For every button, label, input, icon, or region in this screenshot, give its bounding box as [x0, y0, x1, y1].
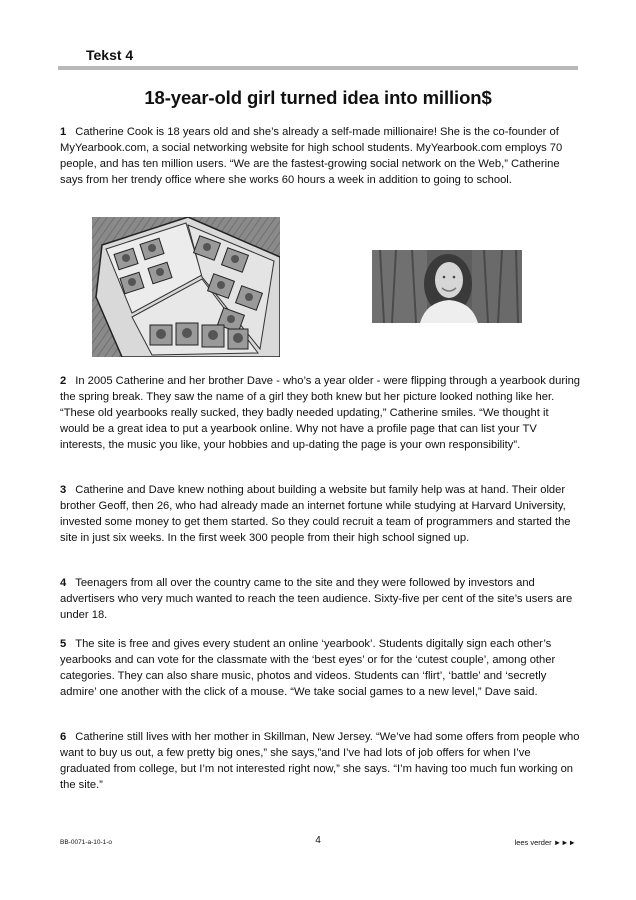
paragraph-text: Catherine and Dave knew nothing about building a website but family help was at hand. Their older brother Geoff, then 26, who had already made an internet fortune while studying at Harvard University, invested some money to get them started. So they could recruit a team of programmers and started the site in just six weeks. In the first week 300 people from their high school signed up. [60, 484, 571, 544]
section-label: Tekst 4 [86, 47, 134, 63]
paragraph-text: Catherine Cook is 18 years old and she’s already a self-made millionaire! She is the co-founder of MyYearbook.com, a social networking website for high school students. MyYearbook.com employs 70 people, and has ten million users. “We are the fastest-growing social network on the Web,” Catherine says from her trendy office where she works 60 hours a week in addition to going to school. [60, 126, 563, 186]
paragraph-text: Catherine still lives with her mother in Skillman, New Jersey. “We’ve had some offers from people who want to buy us out, a few pretty big ones,” she says,”and I’ve had lots of job offers for when I’ve graduated from college, but I’m not interested right now,” she says. “I’m having too much fun working on the site.” [60, 731, 580, 791]
paragraph-number: 6 [60, 731, 67, 743]
paragraph-2 [60, 373, 580, 453]
paragraph-1 [60, 124, 580, 188]
paragraph-text: The site is free and gives every student an online ‘yearbook’. Students digitally sign each other’s yearbooks and can vote for the classmate with the ‘best eyes’ or for the ‘cutest couple’, among other categories. They can also share music, photos and videos. Students can ‘flirt’, ‘battle’ and ‘secretly admire’ one another with the click of a mouse. “We take social games to a new level,” Dave said. [60, 638, 556, 698]
paragraph-text: Teenagers from all over the country came to the site and they were followed by investors and advertisers who very much wanted to reach the teen audience. Sixty-five per cent of the site’s users are under 18. [60, 577, 573, 621]
document-code: BB-0071-a-10-1-o [60, 839, 113, 846]
paragraph-3 [60, 482, 580, 546]
paragraph-text: In 2005 Catherine and her brother Dave - who’s a year older - were flipping through a yearbook during the spring break. They saw the name of a girl they both knew but her picture looked nothing like her. “These old yearbooks really sucked, they badly needed updating,” Catherine smiles. “We thought it would be a great idea to put a yearbook online. Why not have a profile page that can list your TV interests, the music you like, your hobbies and up-dating the page is your own responsibility”. [60, 375, 581, 451]
paragraph-number: 3 [60, 484, 67, 496]
paragraph-5 [60, 636, 580, 700]
paragraph-6 [60, 729, 580, 793]
portrait-photo [372, 250, 522, 323]
page-number: 4 [315, 835, 321, 846]
paragraph-4 [60, 575, 580, 623]
paragraph-number: 2 [60, 375, 67, 387]
paragraph-number: 1 [60, 126, 67, 138]
article-title: 18-year-old girl turned idea into million$ [144, 87, 492, 108]
yearbook-comic-illustration [92, 217, 280, 357]
paragraph-number: 4 [60, 577, 67, 589]
header-divider [58, 66, 578, 70]
continue-label: lees verder ►►► [514, 838, 576, 847]
paragraph-number: 5 [60, 638, 67, 650]
